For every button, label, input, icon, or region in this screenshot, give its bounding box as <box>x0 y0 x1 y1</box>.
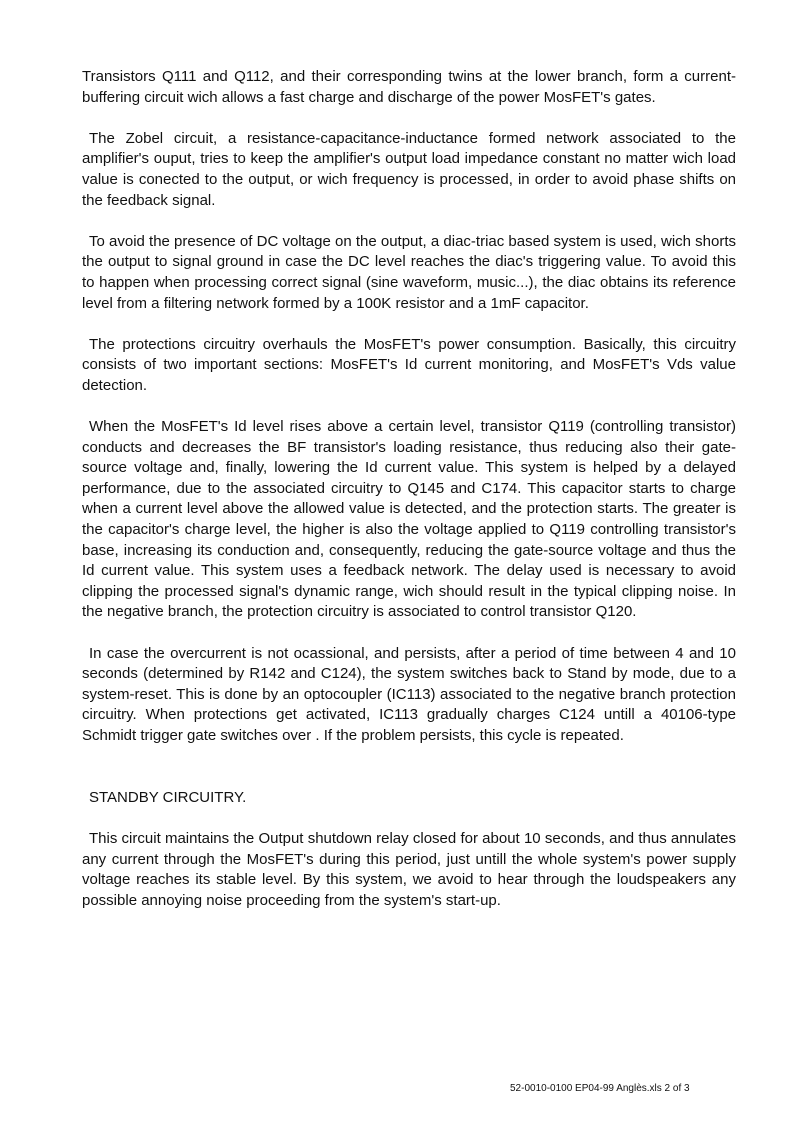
paragraph-protections-overview: The protections circuitry overhauls the MosFET's power consumption. Basically, this circuitry consists of two important sections: MosFET's Id current monitoring, and MosFET's Vds value detection. <box>82 335 736 394</box>
page-footer: 52-0010-0100 EP04-99 Anglès.xls 2 of 3 <box>510 1083 690 1094</box>
paragraph-dc-protection: To avoid the presence of DC voltage on the output, a diac-triac based system is used, wich shorts the output to signal ground in case the DC level reaches the diac's triggering value. To avoid this to happen when processing correct signal (sine waveform, music...), the diac obtains its reference level from a filtering network formed by a 100K resistor and a 1mF capacitor. <box>82 232 737 312</box>
paragraph-spacer <box>82 747 736 788</box>
paragraph-overcurrent-reset: In case the overcurrent is not ocassional, and persists, after a period of time between 4 and 10 seconds (determined by R142 and C124), the system switches back to Stand by mode, due to a system-reset. This is done by an optocoupler (IC113) associated to the negative branch protection circuitry. When protections get activated, IC113 gradually charges C124 untill a 40106-type Schmidt trigger gate switches over . If the problem persists, this cycle is repeated. <box>82 644 736 744</box>
paragraph-spacer <box>82 314 736 335</box>
paragraph-standby-circuit: This circuit maintains the Output shutdown relay closed for about 10 seconds, and thus annulates any current through the MosFET's during this period, just untill the whole system's power supply voltage reaches its stable level. By this system, we avoid to hear through the loudspeakers any possible annoying noise proceeding from the system's start-up. <box>82 829 736 909</box>
paragraph-id-monitoring: When the MosFET's Id level rises above a certain level, transistor Q119 (controlling transistor) conducts and decreases the BF transistor's loading resistance, thus reducing also their gate-source voltage and, finally, lowering the Id current value. This system is helped by a delayed performance, due to the associated circuitry to Q145 and C174. This capacitor starts to charge when a current level above the allowed value is detected, and the protection starts. The greater is the capacitor's charge level, the higher is also the voltage applied to Q119 controlling transistor's base, increasing its conduction and, consequently, reducing the gate-source voltage and thus the Id current value. This system uses a feedback network. The delay used is necessary to avoid clipping the processed signal's dynamic range, wich should result in the typical clipping noise. In the negative branch, the protection circuitry is associated to control transistor Q120. <box>82 418 736 621</box>
section-heading-standby: STANDBY CIRCUITRY. <box>89 788 247 806</box>
paragraph-spacer <box>82 623 736 644</box>
paragraph-spacer <box>82 808 736 829</box>
paragraph-current-buffering: Transistors Q111 and Q112, and their corresponding twins at the lower branch, form a current-buffering circuit wich allows a fast charge and discharge of the power MosFET's gates. <box>82 68 736 106</box>
document-body <box>82 67 736 911</box>
paragraph-spacer <box>82 211 736 232</box>
paragraph-spacer <box>82 397 736 418</box>
paragraph-zobel-circuit: The Zobel circuit, a resistance-capacitance-inductance formed network associated to the amplifier's ouput, tries to keep the amplifier's output load impedance constant no matter wich load value is conected to the output, or wich frequency is processed, in order to avoid phase shifts on the feedback signal. <box>82 129 736 209</box>
paragraph-spacer <box>82 108 736 129</box>
